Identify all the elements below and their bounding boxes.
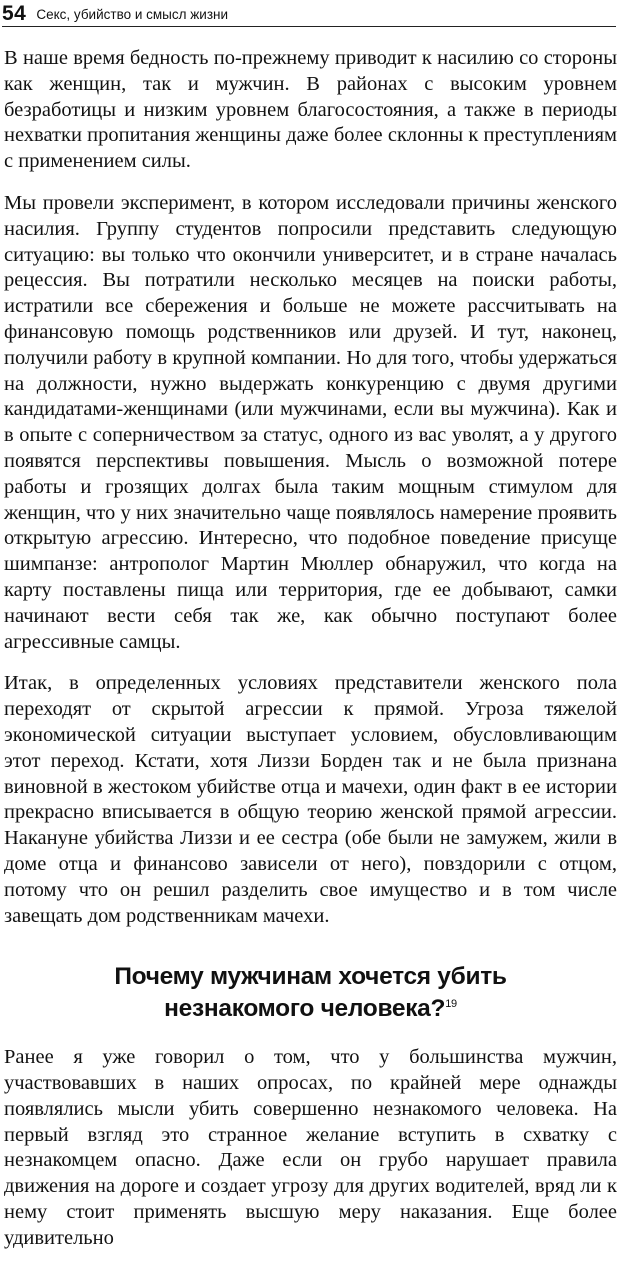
section-heading-line-2-text: незнакомого человека? xyxy=(164,995,446,1023)
section-heading-line-2 xyxy=(4,993,617,1025)
paragraph-poverty: В наше время бедность по-прежнему приводит к насилию со стороны как женщин, так и мужчин. В районах с высоким уровнем безработицы и низким уровнем благосостояния, а также в периоды нехватки пропитания женщины даже более склонны к преступлениям с применением силы. xyxy=(4,47,617,173)
body-text xyxy=(4,46,617,1268)
paragraph-experiment: Мы провели эксперимент, в котором исследовали причины женского насилия. Группу студентов попросили представить следующую ситуацию: вы только что окончили университет, и в стране началась рецессия. Вы потратили несколько месяцев на поиски работы, истратили все сбережения и больше не можете рассчитывать на финансовую помощь родственников или друзей. И тут, наконец, получили работу в крупной компании. Но для того, чтобы удержаться на должности, нужно выдержать конкуренцию с двумя другими кандидатами-женщинами (или мужчинами, если вы мужчина). Как и в опыте с соперничеством за статус, одного из вас уволят, а у другого появятся перспективы повышения. Мысль о возможной потере работы и грозящих долгах была таким мощным стимулом для женщин, что у них значительно чаще появлялось намерение проявить открытую агрессию. Интересно, что подобное поведение присуще шимпанзе: антрополог Мартин Мюллер обнаружил, что когда на карту поставлены пища или территория, где ее добывают, самки начинают вести себя так же, как обычно поступают более агрессивные самцы. xyxy=(4,191,617,653)
footnote-reference[interactable]: 19 xyxy=(445,998,457,1011)
section-heading xyxy=(4,961,617,1025)
paragraph-strangers: Ранее я уже говорил о том, что у большинства мужчин, участвовавших в наших опросах, по крайней мере однажды появлялись мысли убить совершенно незнакомого человека. На первый взгляд это странное желание вступить в схватку с незнакомцем опасно. Даже если он грубо нарушает правила движения на дороге и создает угрозу для других водителей, вряд ли к нему стоит применять высшую меру наказания. Еще более удивительно xyxy=(4,1046,617,1249)
paragraph-lizzie-borden: Итак, в определенных условиях представители женского пола переходят от скрытой агрессии к прямой. Угроза тяжелой экономической ситуации выступает условием, обусловливающим этот переход. Кстати, хотя Лиззи Борден так и не была признана виновной в жестоком убийстве отца и мачехи, один факт в ее истории прекрасно вписывается в общую теорию женской прямой агрессии. Накануне убийства Лиззи и ее сестра (обе были не замужем, жили в доме отца и финансово зависели от него), повздорили с отцом, потому что он решил разделить свое имущество и в том числе завещать дом родственникам мачехи. xyxy=(4,672,617,927)
running-header xyxy=(2,0,616,26)
header-rule xyxy=(2,26,616,27)
section-heading-line-1: Почему мужчинам хочется убить xyxy=(114,963,507,991)
page-number: 54 xyxy=(2,2,27,25)
running-title: Секс, убийство и смысл жизни xyxy=(36,7,229,22)
